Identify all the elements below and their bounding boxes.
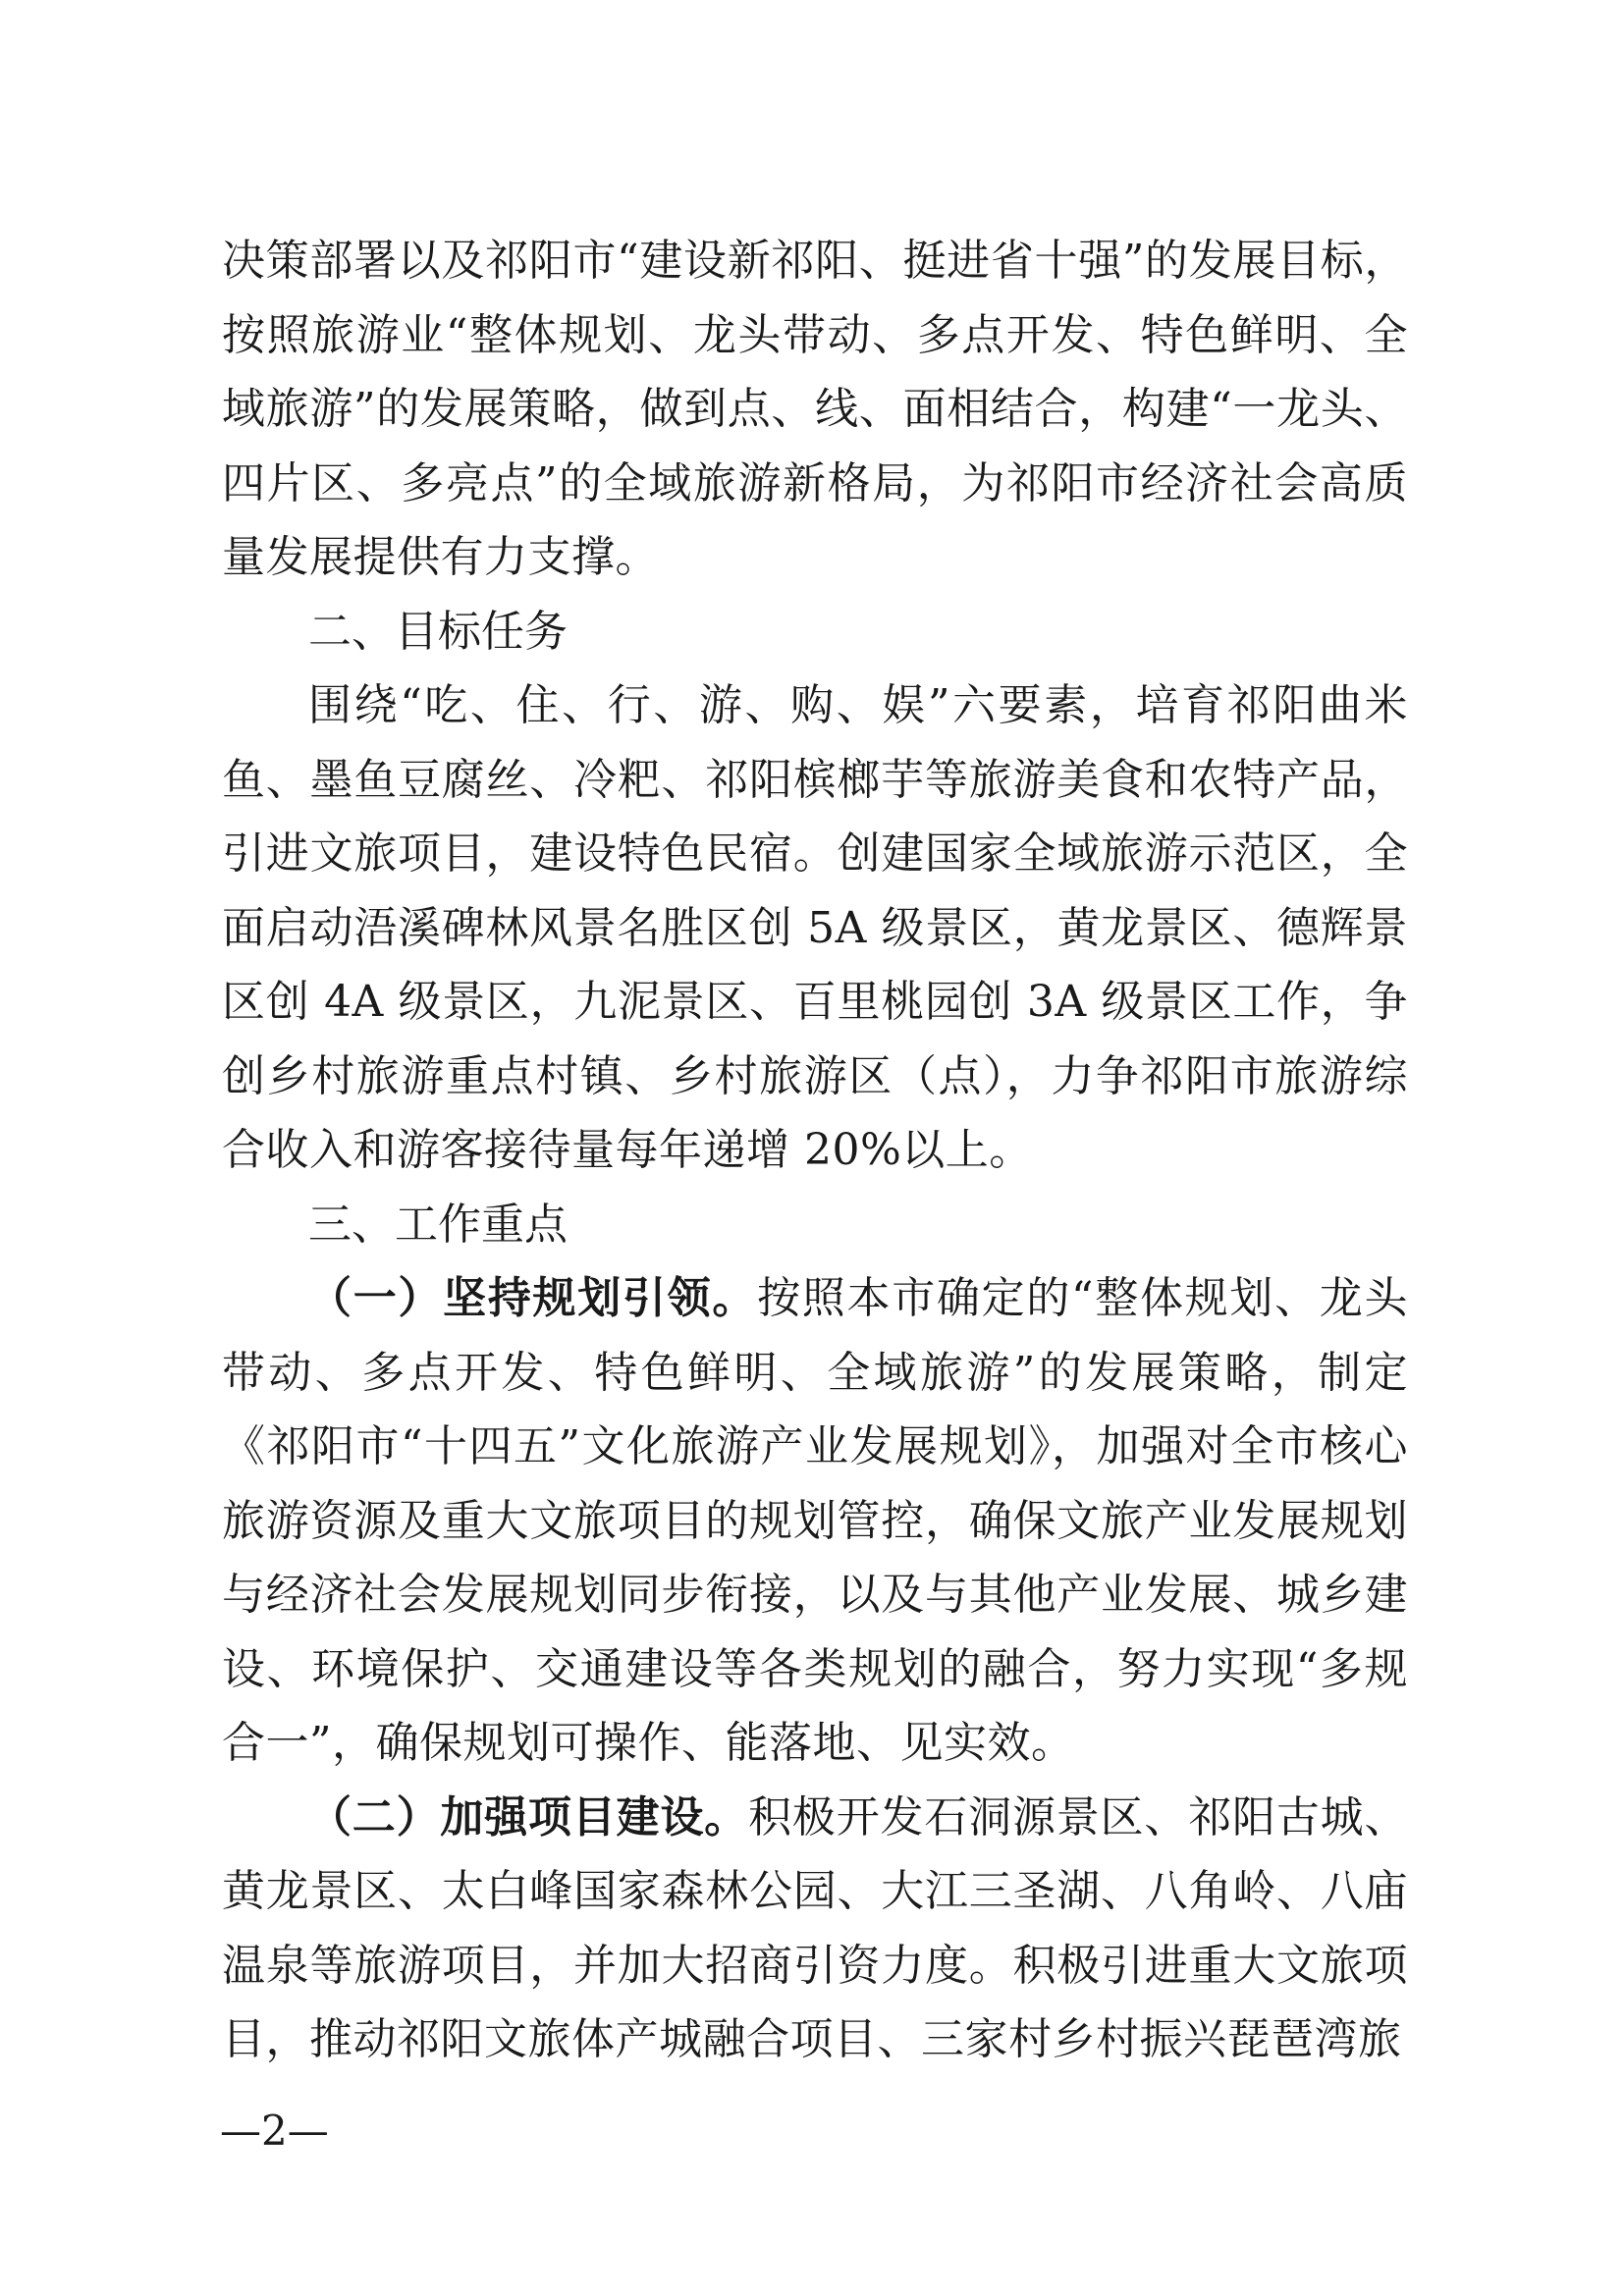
document-body: [222, 224, 1408, 2077]
paragraph-projects-lead: （二）加强项目建设。: [308, 1791, 749, 1842]
section-heading-work-focus: 三、工作重点: [308, 1199, 568, 1250]
paragraph-planning: [222, 1261, 1408, 1781]
page-number: —2—: [220, 2107, 329, 2155]
paragraph-projects: [222, 1781, 1408, 2077]
paragraph-planning-body: 按照本市确定的“整体规划、龙头带动、多点开发、特色鲜明、全域旅游”的发展策略，制定《祁阳市“十四五”文化旅游产业发展规划》，加强对全市核心旅游资源及重大文旅项目的规划管控，确保文旅产业发展规划与经济社会发展规划同步衔接，以及与其他产业发展、城乡建设、环境保护、交通建设等各类规划的融合，努力实现“多规合一”，确保规划可操作、能落地、见实效。: [222, 1273, 1409, 1768]
paragraph-projects-body: 积极开发石洞源景区、祁阳古城、黄龙景区、太白峰国家森林公园、大江三圣湖、八角岭、八庙温泉等旅游项目，并加大招商引资力度。积极引进重大文旅项目，推动祁阳文旅体产城融合项目、三家村乡村振兴琵琶湾旅: [222, 1791, 1408, 2064]
paragraph-planning-lead: （一）坚持规划引领。: [308, 1273, 758, 1323]
paragraph-goals: 围绕“吃、住、行、游、购、娱”六要素，培育祁阳曲米鱼、墨鱼豆腐丝、冷粑、祁阳槟榔芋等旅游美食和农特产品，引进文旅项目，建设特色民宿。创建国家全域旅游示范区，全面启动浯溪碑林风景名胜区创 5A 级景区，黄龙景区、德辉景区创 4A 级景区，九泥景区、百里桃园创 3A 级景区工作，争创乡村旅游重点村镇、乡村旅游区（点），力争祁阳市旅游综合收入和游客接待量每年递增 20%以上。: [222, 680, 1408, 1175]
section-heading-goals: 二、目标任务: [308, 606, 568, 657]
paragraph-intro: 决策部署以及祁阳市“建设新祁阳、挺进省十强”的发展目标，按照旅游业“整体规划、龙头带动、多点开发、特色鲜明、全域旅游”的发展策略，做到点、线、面相结合，构建“一龙头、四片区、多亮点”的全域旅游新格局，为祁阳市经济社会高质量发展提供有力支撑。: [222, 236, 1408, 582]
